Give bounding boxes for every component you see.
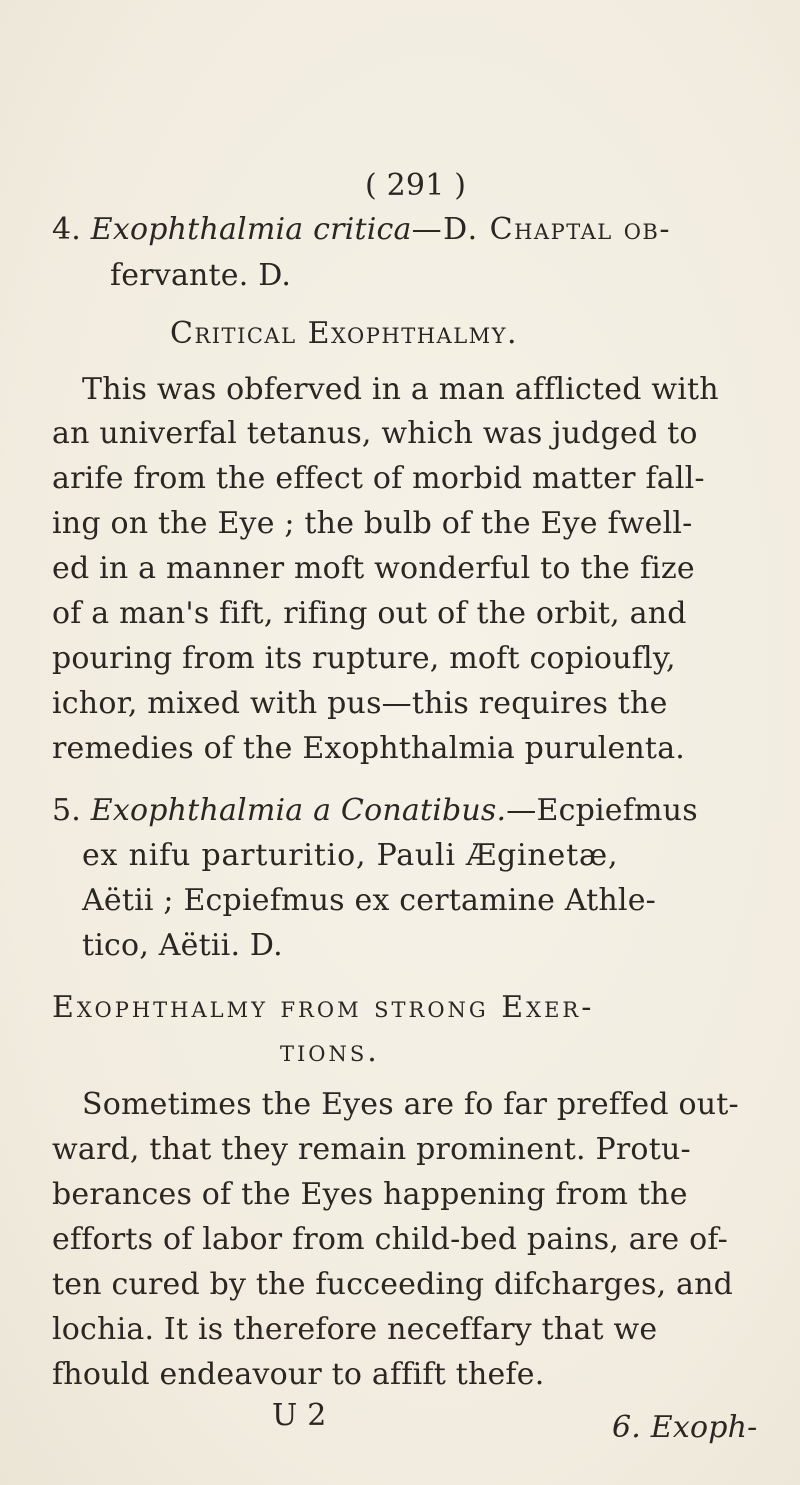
catchword: 6. Exoph- [612, 1410, 758, 1445]
entry-5-synonym: —Ecpiefmus [506, 793, 698, 828]
entry-5-synonym-line: ex nifu parturitio, Pauli Æginetæ, [82, 838, 619, 873]
entry-4-body-line: ing on the Eye ; the bulb of the Eye fwell- [52, 506, 693, 541]
entry-4-body-line: remedies of the Exophthalmia purulenta. [52, 731, 686, 766]
entry-5-body-line: lochia. It is therefore neceffary that we [52, 1312, 658, 1347]
entry-4-body-line: ichor, mixed with pus—this requires the [52, 686, 668, 721]
entry-5-synonym-line: tico, Aëtii. D. [82, 928, 283, 963]
entry-5-body-line: efforts of labor from child-bed pains, are of- [52, 1222, 728, 1257]
entry-5-body-line: Sometimes the Eyes are fo far preffed out- [82, 1087, 739, 1122]
entry-5-body-line: fhould endeavour to affift thefe. [52, 1357, 545, 1392]
entry-5-heading-line [52, 793, 698, 829]
entry-5-section-heading-cont: tions. [280, 1034, 380, 1069]
entry-4-title: Exophthalmia critica [90, 212, 412, 247]
entry-4-authority: —D. Chaptal ob- [411, 212, 672, 247]
entry-5-body-line: ward, that they remain prominent. Protu- [52, 1132, 691, 1167]
entry-4-body-line: an univerfal tetanus, which was judged to [52, 416, 698, 451]
entry-4-body-line: arife from the effect of morbid matter fall- [52, 461, 705, 496]
entry-5-title: Exophthalmia a Conatibus. [90, 793, 507, 828]
entry-4-body-line: This was obferved in a man afflicted with [82, 372, 719, 407]
entry-4-body-line: of a man's fift, rifing out of the orbit, and [52, 596, 687, 631]
entry-5-synonym-line: Aëtii ; Ecpiefmus ex certamine Athle- [82, 883, 657, 918]
entry-4-body-line: pouring from its rupture, moft copioufly, [52, 641, 676, 676]
entry-5-body-line: ten cured by the fucceeding difcharges, and [52, 1267, 734, 1302]
entry-4-authority-cont: fervante. D. [110, 258, 292, 293]
page-number: ( 291 ) [365, 168, 467, 203]
entry-5-number: 5. [52, 793, 82, 828]
entry-4-body-line: ed in a manner moft wonderful to the fize [52, 551, 695, 586]
entry-5-section-heading: Exophthalmy from strong Exer- [52, 990, 595, 1025]
entry-4-section-heading: Critical Exophthalmy. [170, 316, 519, 351]
entry-4-heading-line [52, 212, 671, 248]
entry-4-number: 4. [52, 212, 82, 247]
entry-5-body-line: berances of the Eyes happening from the [52, 1177, 688, 1212]
signature-mark: U 2 [272, 1398, 327, 1433]
